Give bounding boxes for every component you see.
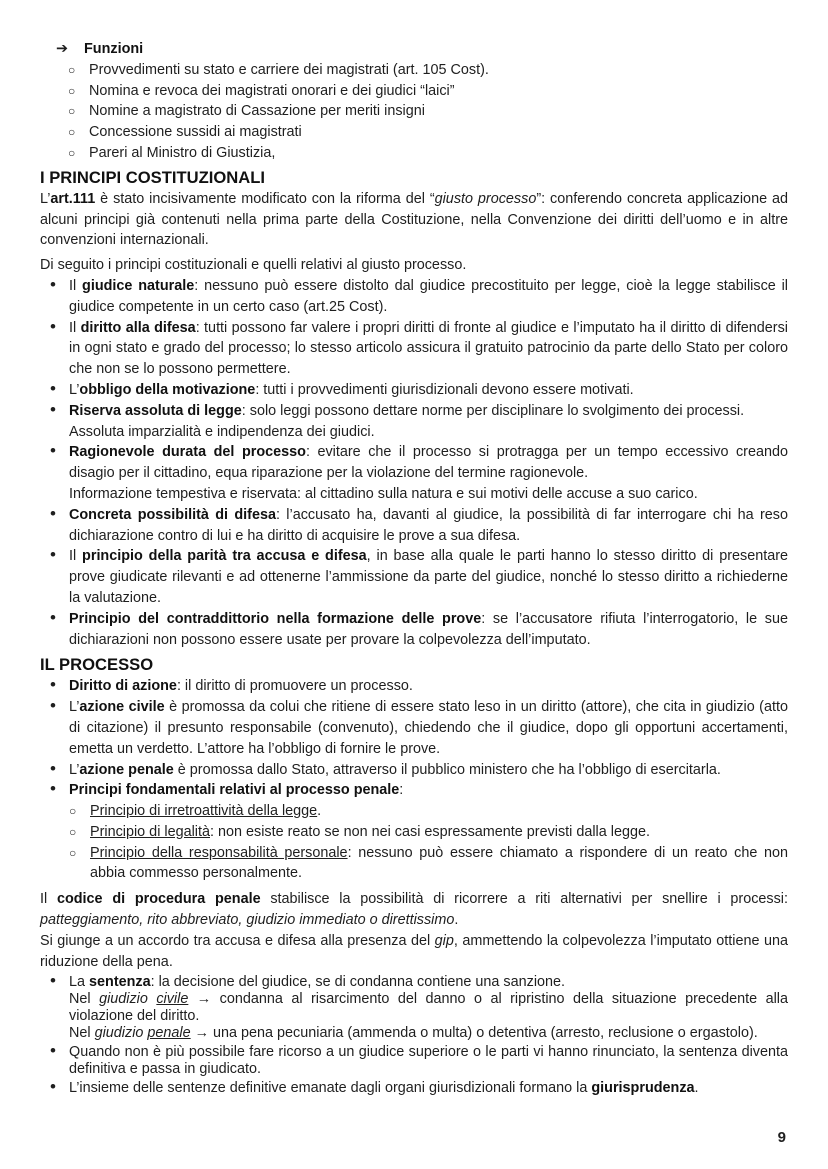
- circle-bullet-icon: ○: [69, 824, 77, 839]
- circle-bullet-icon: ○: [68, 145, 76, 160]
- bullet-icon: •: [50, 607, 56, 627]
- bullet-icon: •: [50, 779, 56, 799]
- list-item: [68, 60, 788, 81]
- list-item-text: Nomine a magistrato di Cassazione per meriti insigni: [89, 103, 425, 120]
- list-item: • La sentenza: la decisione del giudice, se di condanna contiene una sanzione. Nel giudizio civile → condanna al risarcimento del danno o al ripristino della situazione precedente alla violazione del diritto. Nel giudizio penale → una pena pecuniaria (ammenda o multa) o detentiva (arresto, reclusione o ergastolo).: [50, 971, 788, 1042]
- circle-bullet-icon: ○: [69, 804, 77, 819]
- circle-bullet-icon: ○: [69, 845, 77, 860]
- document-page: [40, 39, 788, 1097]
- list-item: • L’obbligo della motivazione: tutti i provvedimenti giurisdizionali devono essere motivati.: [50, 378, 634, 398]
- bullet-icon: •: [50, 758, 56, 778]
- list-item: • Il principio della parità tra accusa e difesa, in base alla quale le parti hanno lo stesso diritto di presentare prove giudicate rilevanti e ad ottenerne l’ammissione da parte del giudice, nonché lo stesso diritto a richiederne la valutazione.: [50, 545, 788, 606]
- bullet-icon: •: [50, 316, 56, 336]
- bullet-icon: •: [50, 1041, 56, 1061]
- sentenza-list: [40, 972, 788, 1097]
- list-item: [68, 101, 788, 122]
- list-item: • Concreta possibilità di difesa: l’accusato ha, davanti al giudice, la possibilità di far interrogare chi ha reso dichiarazione contro di lui e ha diritto di acquisire le prove a sua difesa.: [50, 503, 788, 544]
- list-item: ○ Principio della responsabilità personale: nessuno può essere chiamato a rispondere di un reato che non abbia commesso personalmente.: [69, 844, 788, 882]
- list-item-text: Pareri al Ministro di Giustizia,: [89, 144, 276, 161]
- list-item: • Riserva assoluta di legge: solo leggi possono dettare norme per disciplinare lo svolgimento dei processi. Assoluta imparzialità e indipendenza dei giudici.: [50, 399, 745, 440]
- list-item: ○ Principio di legalità: non esiste reato se non nei casi espressamente previsti dalla legge.: [69, 822, 788, 843]
- circle-bullet-icon: ○: [68, 62, 76, 77]
- arrow-right-icon: ➔: [56, 41, 69, 57]
- processo-list: [40, 676, 788, 884]
- bullet-icon: •: [50, 545, 56, 565]
- circle-bullet-icon: ○: [68, 104, 76, 119]
- principi-list: [40, 276, 788, 650]
- list-item-text: Nomina e revoca dei magistrati onorari e dei giudici “laici”: [89, 82, 455, 99]
- page-number: 9: [777, 1129, 786, 1146]
- fondamentali-sublist: [69, 801, 788, 884]
- list-item: • Principi fondamentali relativi al processo penale: ○ Principio di irretroattività della legge. ○ Principio di legalità: non esiste reato se non nei casi espressamente previsti dalla legge. ○ Principio della responsabilità personale: nessuno può essere chiamato a rispondere di un reato che non abbia commesso personalmente.: [50, 780, 788, 884]
- bullet-icon: •: [50, 399, 56, 419]
- list-item: • Quando non è più possibile fare ricorso a un giudice superiore o le parti vi hanno rinunciato, la sentenza diventa definitiva e passa in giudicato.: [50, 1041, 788, 1078]
- bullet-icon: •: [50, 675, 56, 695]
- list-item-text: Provvedimenti su stato e carriere dei magistrati (art. 105 Cost).: [89, 61, 489, 78]
- list-item: • Il diritto alla difesa: tutti possono far valere i propri diritti di fronte al giudice e l’imputato ha il diritto di difendersi in ogni stato e grado del processo; lo stesso articolo assicura il gratuito patrocinio da parte dello Stato per coloro che non se lo possono permettere.: [50, 316, 788, 378]
- principi-intro: L’art.111 è stato incisivamente modificato con la riforma del “giusto processo”: conferendo concreta applicazione ad alcuni principi già contenuti nella prima parte della Costituzione, nella Convenzione dei diritti dell’uomo e in altre convenzioni internazionali.: [40, 190, 788, 249]
- circle-bullet-icon: ○: [68, 125, 76, 140]
- section-heading-principi: I PRINCIPI COSTITUZIONALI: [40, 167, 265, 187]
- bullet-icon: •: [50, 503, 56, 523]
- list-item: • Principio del contraddittorio nella formazione delle prove: se l’accusatore rifiuta l’interrogatorio, le sue dichiarazioni non possono essere usate per provare la colpevolezza dell’imputato.: [50, 607, 788, 648]
- bullet-icon: •: [50, 274, 56, 294]
- bullet-icon: •: [50, 971, 56, 991]
- bullet-icon: •: [50, 441, 56, 461]
- list-item: • Il giudice naturale: nessuno può essere distolto dal giudice precostituito per legge, cioè la legge stabilisce il giudice competente in un certo caso (art.25 Cost).: [50, 274, 788, 315]
- list-item: • L’azione penale è promossa dallo Stato, attraverso il pubblico ministero che ha l’obbligo di esercitarla.: [50, 758, 721, 778]
- list-item: ○ Principio di irretroattività della legge.: [69, 801, 788, 822]
- list-item: [68, 81, 788, 102]
- list-item-text: Concessione sussidi ai magistrati: [89, 124, 302, 141]
- accordo-paragraph: Si giunge a un accordo tra accusa e difesa alla presenza del gip, ammettendo la colpevolezza l’imputato ottiene una riduzione della pena.: [40, 932, 789, 970]
- bullet-icon: •: [50, 696, 56, 716]
- list-item: • Ragionevole durata del processo: evitare che il processo si protragga per un tempo eccessivo creando disagio per il cittadino, equa riparazione per la violazione del termine ragionevole. Informazione tempestiva e riservata: al cittadino sulla natura e sui motivi delle accuse a suo carico.: [50, 441, 788, 502]
- funzioni-heading: [40, 39, 788, 60]
- principi-lead: Di seguito i principi costituzionali e quelli relativi al giusto processo.: [40, 257, 467, 274]
- bullet-icon: •: [50, 1077, 56, 1097]
- funzioni-title: Funzioni: [84, 41, 144, 57]
- section-heading-processo: IL PROCESSO: [40, 655, 154, 675]
- bullet-icon: •: [50, 378, 56, 398]
- funzioni-list: [40, 60, 788, 164]
- list-item: [68, 143, 788, 164]
- circle-bullet-icon: ○: [68, 83, 76, 98]
- list-item: • Diritto di azione: il diritto di promuovere un processo.: [50, 675, 413, 695]
- list-item: [68, 122, 788, 143]
- list-item: • L’insieme delle sentenze definitive emanate dagli organi giurisdizionali formano la giurisprudenza.: [50, 1077, 699, 1097]
- codice-paragraph: Il codice di procedura penale stabilisce la possibilità di ricorrere a riti alternativi per snellire i processi: patteggiamento, rito abbreviato, giudizio immediato o direttissimo.: [40, 891, 788, 929]
- list-item: • L’azione civile è promossa da colui che ritiene di essere stato leso in un diritto (attore), che cita in giudizio (atto di citazione) il presunto responsabile (convenuto), chiedendo che il giudice, dopo gli opportuni accertamenti, emetta un verdetto. L’attore ha l’obbligo di fornire le prove.: [50, 696, 788, 757]
